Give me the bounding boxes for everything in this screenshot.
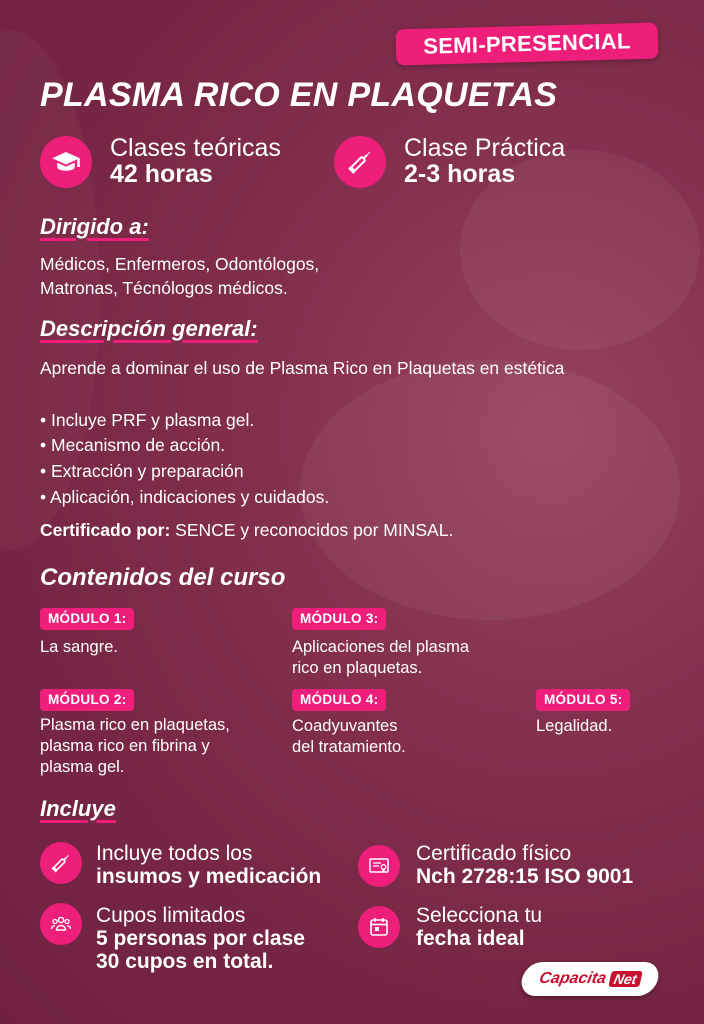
syringe-icon (40, 842, 82, 884)
include-item-line: Certificado físico (416, 842, 572, 865)
certification-line (40, 520, 453, 541)
include-item-bold: 30 cupos en total. (96, 950, 274, 973)
incluye-heading: Incluye (40, 796, 116, 821)
background-centrifuge-shape (300, 360, 680, 620)
module-tag: MÓDULO 5: (536, 689, 630, 711)
certification-label: Certificado por: (40, 520, 171, 540)
include-item-line: Incluye todos los (96, 842, 253, 865)
syringe-icon (334, 136, 386, 188)
descripcion-intro: Aprende a dominar el uso de Plasma Rico en Plaquetas en estética (40, 358, 565, 378)
bullet-item: • Extracción y preparación (40, 461, 244, 481)
theory-hours: 42 horas (110, 160, 213, 188)
modality-badge (396, 23, 659, 66)
theory-label: Clases teóricas (110, 134, 281, 162)
module-text: rico en plaquetas. (292, 659, 423, 677)
dirigido-line-2: Matronas, Técnólogos médicos. (40, 278, 288, 298)
module-text: del tratamiento. (292, 738, 406, 756)
module-text: Plasma rico en plaquetas, (40, 716, 230, 734)
include-item-bold: insumos y medicación (96, 865, 322, 888)
certification-value: SENCE y reconocidos por MINSAL. (170, 520, 454, 540)
practice-label: Clase Práctica (404, 134, 566, 162)
page-title: PLASMA RICO EN PLAQUETAS (40, 76, 558, 114)
bullet-item: • Mecanismo de acción. (40, 435, 226, 455)
module-text: Coadyuvantes (292, 717, 398, 735)
practice-hours: 2-3 horas (404, 160, 516, 188)
descripcion-heading: Descripción general: (40, 316, 258, 341)
modality-badge-text: SEMI-PRESENCIAL (422, 28, 631, 59)
capacitanet-logo (518, 962, 661, 996)
include-item-bold: Nch 2728:15 ISO 9001 (416, 865, 634, 888)
dirigido-line-1: Médicos, Enfermeros, Odontólogos, (40, 254, 320, 274)
logo-text-net: Net (608, 971, 642, 987)
module-text: Legalidad. (536, 717, 613, 735)
include-item-bold: fecha ideal (416, 927, 525, 950)
module-tag: MÓDULO 3: (292, 608, 386, 630)
include-item-bold: 5 personas por clase (96, 927, 305, 950)
module-text: Aplicaciones del plasma (292, 638, 470, 656)
bullet-item: • Aplicación, indicaciones y cuidados. (40, 487, 330, 507)
module-text: plasma gel. (40, 758, 125, 776)
include-item-line: Cupos limitados (96, 904, 246, 927)
logo-text-capacita: Capacita (537, 970, 608, 987)
module-tag: MÓDULO 2: (40, 689, 134, 711)
module-tag: MÓDULO 1: (40, 608, 134, 630)
bullet-item: • Incluye PRF y plasma gel. (40, 410, 255, 430)
graduation-cap-icon (40, 136, 92, 188)
module-text: plasma rico en fibrina y (40, 737, 210, 755)
module-text: La sangre. (40, 638, 118, 656)
dirigido-heading: Dirigido a: (40, 214, 149, 239)
include-item-line: Selecciona tu (416, 904, 543, 927)
group-icon (40, 903, 82, 945)
contenidos-heading: Contenidos del curso (40, 564, 286, 591)
certificate-icon (358, 845, 400, 887)
module-tag: MÓDULO 4: (292, 689, 386, 711)
calendar-icon (358, 906, 400, 948)
